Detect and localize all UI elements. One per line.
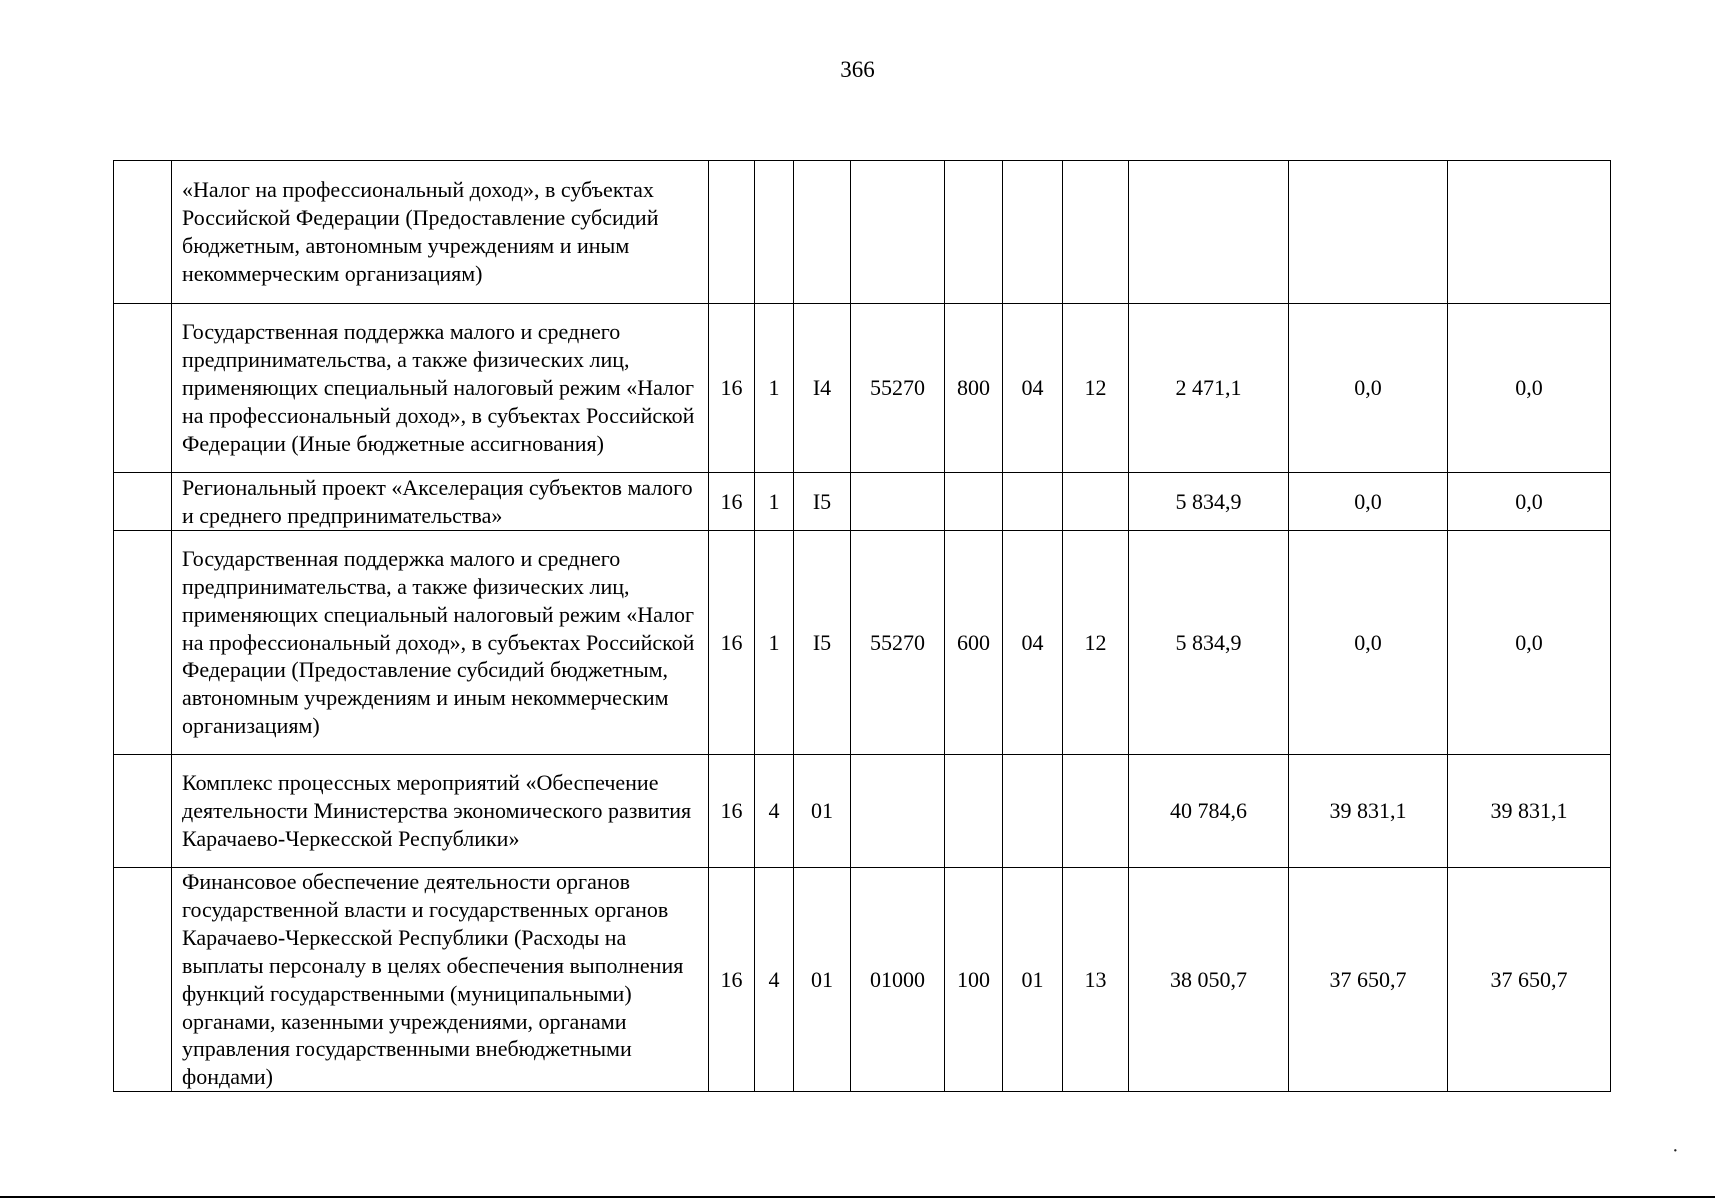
code-cell (945, 161, 1003, 304)
amount-cell: 2 471,1 (1129, 304, 1289, 473)
description-cell: «Налог на профессиональный доход», в субъектах Российской Федерации (Предоставление субсидий бюджетным, автономным учреждениям и иным некоммерческим организациям) (172, 161, 709, 304)
row-index-cell (114, 868, 172, 1092)
table-row (114, 868, 1611, 1092)
code-cell: 16 (709, 531, 755, 755)
code-cell (1063, 755, 1129, 868)
code-cell: 1 (755, 531, 794, 755)
scan-edge-rule (0, 1196, 1715, 1198)
page-number: 366 (840, 57, 875, 82)
code-cell: 01 (794, 868, 851, 1092)
code-cell (1003, 473, 1063, 531)
table-row (114, 755, 1611, 868)
code-cell: 1 (755, 304, 794, 473)
amount-cell: 5 834,9 (1129, 473, 1289, 531)
code-cell: 01 (1003, 868, 1063, 1092)
scan-mark: · (1672, 1140, 1679, 1162)
table-row (114, 304, 1611, 473)
amount-cell: 39 831,1 (1448, 755, 1611, 868)
code-cell: 04 (1003, 304, 1063, 473)
code-cell (945, 755, 1003, 868)
code-cell: 800 (945, 304, 1003, 473)
code-cell: I5 (794, 473, 851, 531)
code-cell: I5 (794, 531, 851, 755)
description-cell: Государственная поддержка малого и среднего предпринимательства, а также физических лиц, применяющих специальный налоговый режим «Налог на профессиональный доход», в субъектах Российской Федерации (Предоставление субсидий бюджетным, автономным учреждениям и иным некоммерческим организациям) (172, 531, 709, 755)
amount-cell: 0,0 (1448, 304, 1611, 473)
amount-cell: 0,0 (1448, 531, 1611, 755)
code-cell: 4 (755, 868, 794, 1092)
code-cell: 1 (755, 473, 794, 531)
code-cell: 16 (709, 304, 755, 473)
table-row (114, 161, 1611, 304)
code-cell: 12 (1063, 304, 1129, 473)
code-cell: 16 (709, 868, 755, 1092)
amount-cell: 5 834,9 (1129, 531, 1289, 755)
table-row (114, 531, 1611, 755)
code-cell: 4 (755, 755, 794, 868)
code-cell: 04 (1003, 531, 1063, 755)
amount-cell: 0,0 (1448, 473, 1611, 531)
code-cell (945, 473, 1003, 531)
amount-cell: 38 050,7 (1129, 868, 1289, 1092)
code-cell: 01000 (851, 868, 945, 1092)
description-cell: Комплекс процессных мероприятий «Обеспечение деятельности Министерства экономического развития Карачаево-Черкесской Республики» (172, 755, 709, 868)
code-cell: 13 (1063, 868, 1129, 1092)
amount-cell (1129, 161, 1289, 304)
description-cell: Региональный проект «Акселерация субъектов малого и среднего предпринимательства» (172, 473, 709, 531)
amount-cell (1289, 161, 1448, 304)
amount-cell (1448, 161, 1611, 304)
code-cell: 01 (794, 755, 851, 868)
row-index-cell (114, 755, 172, 868)
code-cell (1003, 161, 1063, 304)
code-cell (851, 161, 945, 304)
code-cell (851, 473, 945, 531)
row-index-cell (114, 473, 172, 531)
amount-cell: 40 784,6 (1129, 755, 1289, 868)
code-cell: 100 (945, 868, 1003, 1092)
amount-cell: 39 831,1 (1289, 755, 1448, 868)
description-cell: Государственная поддержка малого и среднего предпринимательства, а также физических лиц, применяющих специальный налоговый режим «Налог на профессиональный доход», в субъектах Российской Федерации (Иные бюджетные ассигнования) (172, 304, 709, 473)
code-cell: 55270 (851, 531, 945, 755)
code-cell (794, 161, 851, 304)
amount-cell: 0,0 (1289, 304, 1448, 473)
code-cell: 600 (945, 531, 1003, 755)
code-cell (755, 161, 794, 304)
description-cell: Финансовое обеспечение деятельности органов государственной власти и государственных органов Карачаево-Черкесской Республики (Расходы на выплаты персоналу в целях обеспечения выполнения функций государственными (муниципальными) органами, казенными учреждениями, органами управления государственными внебюджетными фондами) (172, 868, 709, 1092)
row-index-cell (114, 531, 172, 755)
code-cell (1063, 473, 1129, 531)
code-cell (1063, 161, 1129, 304)
code-cell: I4 (794, 304, 851, 473)
code-cell: 55270 (851, 304, 945, 473)
amount-cell: 0,0 (1289, 531, 1448, 755)
table-row (114, 473, 1611, 531)
row-index-cell (114, 161, 172, 304)
code-cell: 16 (709, 755, 755, 868)
row-index-cell (114, 304, 172, 473)
amount-cell: 37 650,7 (1448, 868, 1611, 1092)
code-cell (709, 161, 755, 304)
amount-cell: 37 650,7 (1289, 868, 1448, 1092)
code-cell: 12 (1063, 531, 1129, 755)
code-cell (851, 755, 945, 868)
code-cell (1003, 755, 1063, 868)
budget-table (113, 160, 1611, 1092)
code-cell: 16 (709, 473, 755, 531)
amount-cell: 0,0 (1289, 473, 1448, 531)
